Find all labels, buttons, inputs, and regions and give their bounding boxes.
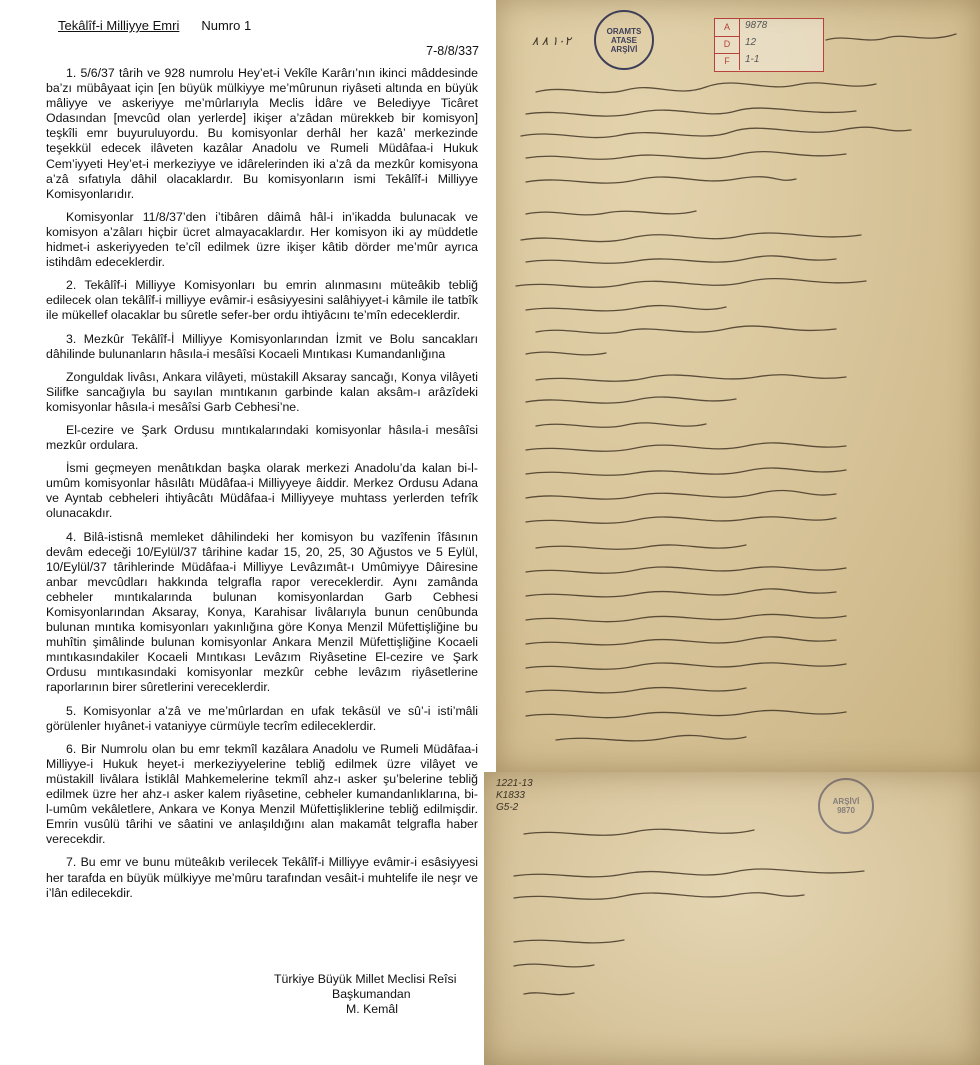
reference-value: 12 bbox=[745, 37, 757, 48]
document-body bbox=[46, 66, 478, 909]
paragraph: 4. Bilâ-istisnâ memleket dâhilindeki her komisyon bu vazîfenin îfâsının devâm edeceği 10/Eylül/37 târihine kadar 15, 20, 25, 30 Ağustos ve 5 Eylül, 10/Eylül/37 târihlerinde Müdâfaa-i Milliyye Levâzımât-ı Umûmiyye Dâiresine anbar mevcûdları hakkında telgrafla rapor vereceklerdir. Aynı zamânda cebheler mıntıkalarında bulunan komisyonlardan Garb Cebhesi Komisyonlarından Aksaray, Konya, Karahisar livâlarıyla bunun cenûbunda bulunan mıntıka komisyonları yakınlığına göre Konya Menzil Müfettişliğine bu muhîtin şimâlinde bulunan komisyonlar Ankara Menzil Müfettişliğine Kocaeli mıntıkasındakiler Kocaeli Mıntıkası Levâzım Riyâsetine El-cezire ve Şark Ordusu mıntıkasındaki komisyonlar mezkûr cebhe levâzım riyâsetlerine raporlarının birer sûretlerini vereceklerdir. bbox=[46, 529, 478, 695]
signature-title: Türkiye Büyük Millet Meclisi Reîsi bbox=[274, 972, 457, 986]
file-note-line: 1221-13 bbox=[496, 778, 533, 789]
paragraph: İsmi geçmeyen menâtıkdan başka olarak merkezi Anadolu’da kalan bi-l-umûm komisyonlar hâsılâtı Müdâfaa-i Milliyyeye âiddir. Merkez Ordusu Adana ve Ayntab cebheleri ihtiyâcâtı Müdâfaa-i Milliyyeye muhtass yerlerden tefrîk olunacakdır. bbox=[46, 461, 478, 521]
paragraph: El-cezire ve Şark Ordusu mıntıkalarındaki komisyonlar hâsıla-i mesâîsi mezkûr ordulara. bbox=[46, 422, 478, 453]
paragraph: 6. Bir Numrolu olan bu emr tekmîl kazâlara Anadolu ve Rumeli Müdâfaa-i Milliyye-i Hukuk heyet-i merkeziyyelerine tebliğ edilmek üzre vilâyet ve müstakill livâlara İstiklâl Mahkemelerine tekmîl ahz-ı asker şu’belerine tebliğ edilmek üzre her ahz-ı asker kalem riyâsetine, cebheler kumandanlıklarına, bi-l-umûm vekâletlere, Ankara ve Konya Menzil Müfettişliklerine tebliğ edilmişdir. Emrin vusûlü târihi ve sâatini ve anlaşıldığını alan makamât telgrafla haber verecekdir. bbox=[46, 741, 478, 847]
document-number: Numro 1 bbox=[201, 18, 252, 33]
paragraph: 1. 5/6/37 târih ve 928 numrolu Hey’et-i Vekîle Karârı’nın ikinci mâddesinde ba’zı mübâyaat için [en büyük mülkiyye me’mûrunun riyâseti altında en büyük mâliyye ve askeriyye me’mûrlarıyla Meclis İdâre ve Belediyye Ticâret Odasından [mevcûd olan yerlerde] ikişer a’zâdan mürekkeb bir komisyon] teşkîli emr buyuruluyordu. Bu komisyonlar derhâl her kazâ’ merkezinde teşekkül edecek ilâveten kazâlar Anadolu ve Rumeli Müdâfaa-i Hukuk Cem’iyyeti Hey’et-i merkeziyye ve idârelerinden iki a’zâ da mezkûr komisyona a’zâ sıfatıyla dâhil olacaklardır. Bu komisyonların ismi Tekâlîf-i Milliyye Komisyonlarıdır. bbox=[46, 66, 478, 201]
margin-annotation: ١٠٢ ٨ ٨ bbox=[532, 34, 571, 48]
file-note-line: G5-2 bbox=[496, 802, 519, 813]
document-header bbox=[58, 18, 251, 33]
paragraph: 5. Komisyonlar a’zâ ve me’mûrlardan en ufak tekâsül ve sû’-i isti’mâli görülenler hıyânet-i vataniyye cürmüyle tecrîm edileceklerdir. bbox=[46, 703, 478, 733]
stamp-text: 9870 bbox=[837, 806, 855, 815]
scan-shadow bbox=[496, 0, 980, 772]
stamp-text: ORAMTS bbox=[606, 26, 642, 36]
paragraph: 7. Bu emr ve bunu müteâkıb verilecek Tekâlîf-i Milliyye evâmir-i esâsiyyesi her tarafda en büyük mülkiyye me’mûru tarafından vesâit-i muhtelife ile neşr ve i’lân edilecekdir. bbox=[46, 855, 478, 900]
reference-label: D bbox=[715, 36, 740, 54]
scan-shadow bbox=[484, 772, 980, 1065]
reference-label: A bbox=[715, 19, 740, 37]
manuscript-scan-page-2 bbox=[484, 772, 980, 1065]
manuscript-scan-page-1 bbox=[496, 0, 980, 772]
reference-label: F bbox=[715, 53, 740, 70]
paragraph: Zonguldak livâsı, Ankara vilâyeti, müstakill Aksaray sancağı, Konya vilâyeti Silifke sancağıyla bu sayılan mıntıkanın garbinde kalan aksâm-ı arâzîdeki komisyonlar hâsıla-i mesâîsi Garb Cebhesi’ne. bbox=[46, 369, 478, 414]
reference-value: 1-1 bbox=[745, 54, 760, 65]
paragraph: 2. Tekâlîf-i Milliyye Komisyonları bu emrin alınmasını müteâkib tebliğ edilecek olan tekâlîf-i milliyye evâmir-i esâsiyyesini salâhiyyet-i kâmile ile tatbîk ile mükellef olacaklar bu sûretle sefer-ber ordu ihtiyâcını te’mîn edeceklerdir. bbox=[46, 278, 478, 323]
transcription-panel bbox=[12, 10, 489, 1022]
signature-name: M. Kemâl bbox=[346, 1002, 398, 1017]
paragraph: Komisyonlar 11/8/37’den i’tibâren dâimâ hâl-i in’ikadda bulunacak ve komisyon a’zâları hiçbir ücret almayacaklardır. Her komisyon iki ay müddetle hidmet-i askeriyyeden te’cîl edilmek üzre ikişer kâtib dörder me’mûr ayrıca istihdâm edeceklerdir. bbox=[46, 209, 478, 270]
signature-block bbox=[274, 972, 474, 1018]
signature-role: Başkumandan bbox=[332, 987, 411, 1002]
file-note-line: K1833 bbox=[496, 790, 525, 801]
stamp-text: ARŞİVİ bbox=[832, 797, 860, 806]
stamp-text: ATASE bbox=[611, 35, 637, 45]
document-date: 7-8/8/337 bbox=[426, 44, 479, 58]
stamp-text: ARŞİVİ bbox=[610, 44, 638, 54]
document-title: Tekâlîf-i Milliyye Emri bbox=[58, 18, 180, 33]
reference-value: 9878 bbox=[745, 20, 768, 31]
paragraph: 3. Mezkûr Tekâlîf-İ Milliyye Komisyonlarından İzmit ve Bolu sancakları dâhilinde bulunanların hâsıla-i mesâîsi Kocaeli Mıntıkası Kumandanlığına bbox=[46, 331, 478, 361]
